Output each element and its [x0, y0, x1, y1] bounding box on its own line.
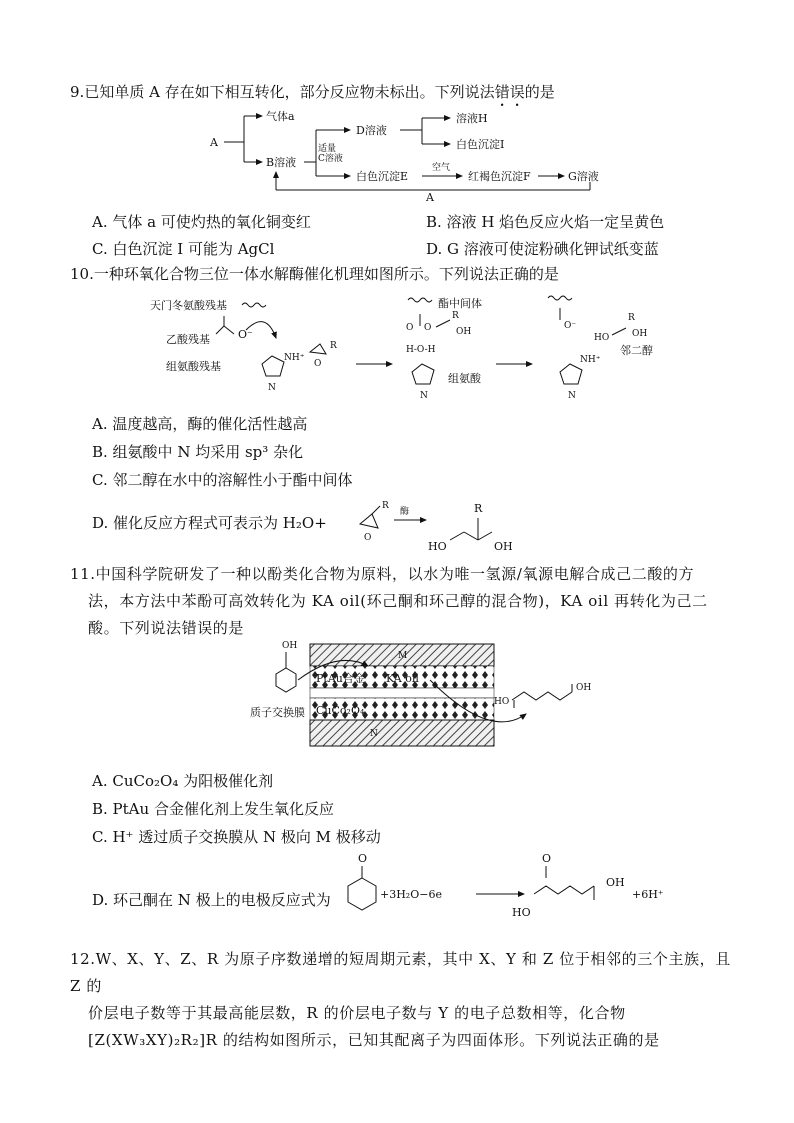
q10-label-diol: 邻二醇	[620, 344, 653, 357]
q10-atom-NH-2: NH⁺	[580, 355, 601, 365]
q11-option-b: B. PtAu 合金催化剂上发生氧化反应	[92, 800, 334, 818]
q11-label-M: M	[398, 651, 408, 661]
q10-atom-Ominus-2: O⁻	[564, 321, 577, 331]
q10-mechanism-diagram	[150, 290, 670, 406]
q12-line2: 价层电子数等于其最高能层数，R 的价层电子数与 Y 的电子总数相等，化合物	[88, 1004, 626, 1022]
q11-label-membrane: 质子交换膜	[250, 706, 305, 719]
q10-atom-O-3: O	[424, 323, 432, 333]
q10-atom-OH-2: OH	[632, 329, 648, 339]
q10-option-d	[92, 512, 327, 534]
q12-line3: [Z(XW₃XY)₂R₂]R 的结构如图所示，已知其配离子为四面体形。下列说法正确的是	[88, 1031, 660, 1049]
q9-node-gas-a: 气体a	[266, 110, 295, 123]
q10-atom-O-1: O	[314, 359, 322, 369]
q10-d-OH: OH	[494, 540, 513, 553]
q9-cond-2: C溶液	[318, 154, 343, 164]
q10-water: H-O-H	[406, 345, 436, 355]
q11-d-tail: +6H⁺	[632, 888, 664, 901]
q10-atom-N-2: N	[420, 391, 428, 401]
q11-number: 11.	[70, 565, 96, 583]
q9-option-d: D. G 溶液可使淀粉碘化钾试纸变蓝	[426, 240, 659, 258]
q10-option-c: C. 邻二醇在水中的溶解性小于酯中间体	[92, 471, 353, 489]
q11-cyclohexanone	[348, 878, 376, 910]
q11-option-c: C. H⁺ 透过质子交换膜从 N 极向 M 极移动	[92, 828, 381, 846]
q9-node-F: 红褐色沉淀F	[468, 170, 531, 183]
q12-number: 12.	[70, 950, 96, 968]
q10-label-ester: 酯中间体	[438, 297, 482, 310]
q11-label-cuco: CuCo₂O₄	[316, 704, 365, 717]
q11-electrolysis-diagram	[250, 640, 610, 762]
q11-adipic-chain	[534, 886, 594, 894]
q9-option-a: A. 气体 a 可使灼热的氧化铜变红	[92, 213, 311, 231]
q11-label-ptau: PtAu合金	[316, 672, 365, 685]
q10-option-d-equation	[356, 496, 536, 558]
q10-d-catalyst: 酶	[400, 507, 410, 517]
q11-option-d-text: D. 环己酮在 N 极上的电极反应式为	[92, 891, 331, 909]
q10-number: 10.	[70, 265, 94, 283]
q11-phenol-OH: OH	[282, 641, 298, 651]
q11-stem-line3: 酸。下列说法错误的是	[88, 619, 245, 637]
q10-atom-N-3: N	[568, 391, 576, 401]
q10-atom-R-1: R	[330, 341, 337, 351]
q11-stem-line2: 法，本方法中苯酚可高效转化为 KA oil(环己酮和环己醇的混合物)，KA oil 再转化为己二	[88, 592, 708, 610]
q9-option-b: B. 溶液 H 焰色反应火焰一定呈黄色	[426, 213, 665, 231]
q10-d-atom-R: R	[382, 501, 389, 511]
q11-d-OH: OH	[606, 876, 625, 889]
q9-cond-1: 适量	[318, 144, 337, 154]
q10-label-his: 组氨酸残基	[166, 360, 221, 373]
q10-option-a: A. 温度越高，酶的催化活性越高	[92, 415, 308, 433]
q11-d-HO: HO	[512, 906, 531, 919]
q11-adipic-OH: OH	[576, 683, 592, 693]
q10-d-R: R	[474, 502, 483, 515]
q11-d-atom-O-2: O	[542, 852, 552, 865]
q11-adipic-HO: HO	[494, 697, 510, 707]
q10-label-acetate: 乙酸残基	[166, 333, 210, 346]
q10-atom-HO: HO	[594, 333, 610, 343]
q10-stem-text: 一种环氧化合物三位一体水解酶催化机理如图所示。下列说法正确的是	[93, 265, 559, 283]
q9-stem-tail: 的是	[524, 83, 555, 101]
q9-stem-text: 已知单质 A 存在如下相互转化，部分反应物未标出。下列说法	[84, 83, 495, 101]
q10-atom-OH-1: OH	[456, 327, 472, 337]
q9-cond-air: 空气	[432, 163, 451, 173]
q12-line1-text: W、X、Y、Z、R 为原子序数递增的短周期元素，其中 X、Y 和 Z 位于相邻的三个主族，且 Z 的	[70, 950, 731, 995]
q9-option-c: C. 白色沉淀 I 可能为 AgCl	[92, 240, 275, 258]
q9-node-B: B溶液	[266, 156, 297, 169]
q9-node-G: G溶液	[568, 170, 599, 183]
q11-label-kaoil: KA oil	[386, 672, 419, 685]
q9-transformation-diagram	[200, 104, 620, 202]
q9-node-E: 白色沉淀E	[356, 170, 409, 183]
q12-stem	[70, 946, 740, 1054]
q10-atom-O-2: O	[406, 323, 414, 333]
q12-line1	[70, 946, 740, 1000]
q10-atom-R-3: R	[628, 313, 635, 323]
q10-label-histidine: 组氨酸	[448, 372, 481, 385]
q11-stem	[70, 561, 740, 642]
q9-node-D: D溶液	[356, 124, 387, 137]
q11-phenol-ring	[276, 668, 296, 692]
q11-d-atom-O: O	[358, 852, 368, 865]
q10-atom-N-1: N	[268, 383, 276, 393]
q11-stem-text-1: 中国科学院研发了一种以酚类化合物为原料，以水为唯一氢源/氧源电解合成己二酸的方	[95, 565, 695, 583]
q11-option-d	[92, 889, 331, 911]
q10-atom-NH-1: NH⁺	[284, 353, 305, 363]
q11-electrode-N	[310, 720, 494, 746]
q9-number: 9.	[70, 83, 85, 101]
q10-d-HO: HO	[428, 540, 447, 553]
q9-node-A: A	[210, 136, 218, 149]
q10-atom-Ominus-1: O⁻	[238, 328, 253, 341]
q9-node-I: 白色沉淀I	[456, 138, 505, 151]
q10-stem	[70, 263, 559, 285]
q11-membrane	[310, 688, 494, 698]
q11-option-a: A. CuCo₂O₄ 为阳极催化剂	[92, 772, 274, 790]
q10-option-b: B. 组氨酸中 N 均采用 sp³ 杂化	[92, 443, 304, 461]
q10-d-atom-O: O	[364, 533, 372, 543]
q9-arrow-A: A	[426, 191, 434, 202]
q11-d-mid: +3H₂O−6e	[380, 888, 442, 901]
q10-atom-R-2: R	[452, 311, 459, 321]
q10-label-asp: 天门冬氨酸残基	[150, 299, 227, 312]
q10-option-d-text: D. 催化反应方程式可表示为 H₂O+	[92, 514, 327, 532]
q9-stem-emphasis: 错误	[494, 83, 525, 101]
q11-label-N: N	[370, 729, 378, 739]
q11-stem-line1	[70, 561, 740, 588]
q9-node-H: 溶液H	[456, 112, 488, 125]
q11-option-d-equation	[344, 850, 714, 924]
